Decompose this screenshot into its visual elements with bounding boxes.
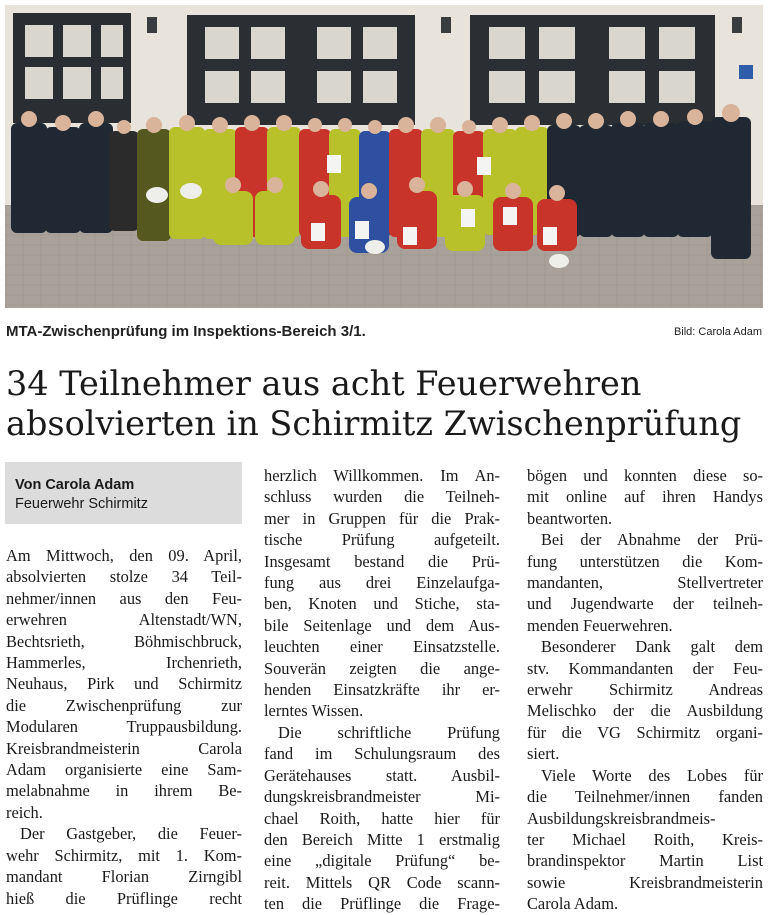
article-line: schluss wurden die Teilneh-: [264, 487, 500, 507]
article-line: reit. Mittels QR Code scann-: [264, 872, 500, 892]
article-line: fung aus drei Einzelaufga-: [264, 573, 500, 593]
article-line: Der Gastgeber, die Feuer-: [20, 824, 242, 844]
article-line: lerntes Wissen.: [264, 701, 364, 721]
article-line: mer in Gruppen für die Prak-: [264, 508, 500, 528]
article-line: stv. Kommandanten der Feu-: [527, 658, 763, 678]
article-column-3: [527, 465, 763, 915]
article-line: Neuhaus, Pirk und Schirmitz: [6, 674, 242, 694]
article-line: den Bereich Mitte 1 erstmalig: [264, 829, 500, 849]
author-box: [5, 462, 242, 524]
article-line: Ausbildungskreisbrandmeis-: [527, 808, 716, 828]
author-organization: Feuerwehr Schirmitz: [15, 496, 148, 512]
article-column-2: [264, 465, 500, 915]
article-line: Am Mittwoch, den 09. April,: [6, 546, 242, 565]
article-line: ben, Knoten und Stiche, sta-: [264, 594, 500, 614]
article-line: wehr Schirmitz, mit 1. Kom-: [6, 845, 242, 865]
article-line: ten die Prüflinge die Frage-: [264, 894, 500, 914]
article-line: Die schriftliche Prüfung: [278, 722, 500, 742]
article-line: herzlich Willkommen. Im An-: [264, 466, 500, 485]
article-line: hieß die Prüflinge recht: [6, 888, 242, 908]
article-line: erwehren Altenstadt/WN,: [6, 610, 242, 630]
article-line: die Zwischenprüfung zur: [6, 695, 242, 715]
article-line: reich.: [6, 802, 43, 822]
group-photo-icon: [5, 5, 763, 308]
article-line: mandanten, Stellvertreter: [527, 573, 763, 593]
article-line: menden Feuerwehren.: [527, 615, 673, 635]
article-line: beantworten.: [527, 508, 613, 528]
article-line: Carola Adam.: [527, 894, 619, 914]
article-line: Adam organisierte eine Sam-: [6, 760, 242, 780]
article-line: henden Einsatzkräfte ihr er-: [264, 680, 500, 700]
article-line: Bechtsrieth, Böhmischbruck,: [6, 631, 242, 651]
article-line: mandant Florian Zirngibl: [6, 867, 242, 887]
article-line: Melischko der die Ausbildung: [527, 701, 763, 721]
article-line: bile Seitenlage und dem Aus-: [264, 615, 500, 635]
article-line: Kreisbrandmeisterin Carola: [6, 738, 242, 758]
photo-credit: Bild: Carola Adam: [673, 326, 762, 338]
article-line: Viele Worte des Lobes für: [541, 765, 763, 785]
article-line: und Jugendwarte der teilneh-: [527, 594, 763, 614]
headline-line-2: absolvierten in Schirmitz Zwischenprüfung: [6, 404, 742, 443]
article-line: Souverän zeigten die ange-: [264, 658, 500, 678]
headline: [6, 364, 766, 444]
article-line: ter Michael Roith, Kreis-: [527, 829, 763, 849]
article-line: absolvierten stolze 34 Teil-: [6, 567, 242, 587]
author-name: Von Carola Adam: [15, 477, 135, 493]
article-line: mit online auf ihren Handys: [527, 487, 763, 507]
article-line: leuchten einer Einsatzstelle.: [264, 637, 500, 657]
article-line: dungskreisbrandmeister Mi-: [264, 787, 500, 807]
article-line: Besonderer Dank galt dem: [541, 637, 763, 657]
photo-caption-row: [6, 323, 762, 343]
article-line: melabnahme in ihrem Be-: [6, 781, 242, 801]
article-line: erwehr Schirmitz Andreas: [527, 680, 763, 700]
article-line: für die VG Schirmitz organi-: [527, 722, 763, 742]
article-line: Hammerles, Irchenrieth,: [6, 653, 242, 673]
article-line: brandinspektor Martin List: [527, 851, 763, 871]
article-line: fung unterstützen die Kom-: [527, 551, 763, 571]
article-line: nehmer/innen aus den Feu-: [6, 588, 242, 608]
article-line: siert.: [527, 744, 560, 764]
article-line: Bei der Abnahme der Prü-: [541, 530, 763, 550]
article-line: chael Roith, hatte hier für: [264, 808, 500, 828]
article-line: Modularen Truppausbildung.: [6, 717, 242, 737]
headline-line-1: 34 Teilnehmer aus acht Feuerwehren: [6, 364, 642, 403]
group-photo: [5, 5, 763, 308]
article-line: bögen und konnten diese so-: [527, 466, 763, 485]
article-line: sowie Kreisbrandmeisterin: [527, 872, 763, 892]
article-line: Insgesamt bestand die Prü-: [264, 551, 500, 571]
photo-caption: MTA-Zwischenprüfung im Inspektions-Bereich 3/1.: [6, 323, 366, 340]
article-line: Gerätehauses statt. Ausbil-: [264, 765, 500, 785]
article-line: fand im Schulungsraum des: [264, 744, 500, 764]
article-column-1: [6, 545, 242, 909]
article-line: tische Prüfung aufgeteilt.: [264, 530, 500, 550]
article-line: eine „digitale Prüfung“ be-: [264, 851, 500, 871]
article-line: die Teilnehmer/innen fanden: [527, 787, 763, 807]
